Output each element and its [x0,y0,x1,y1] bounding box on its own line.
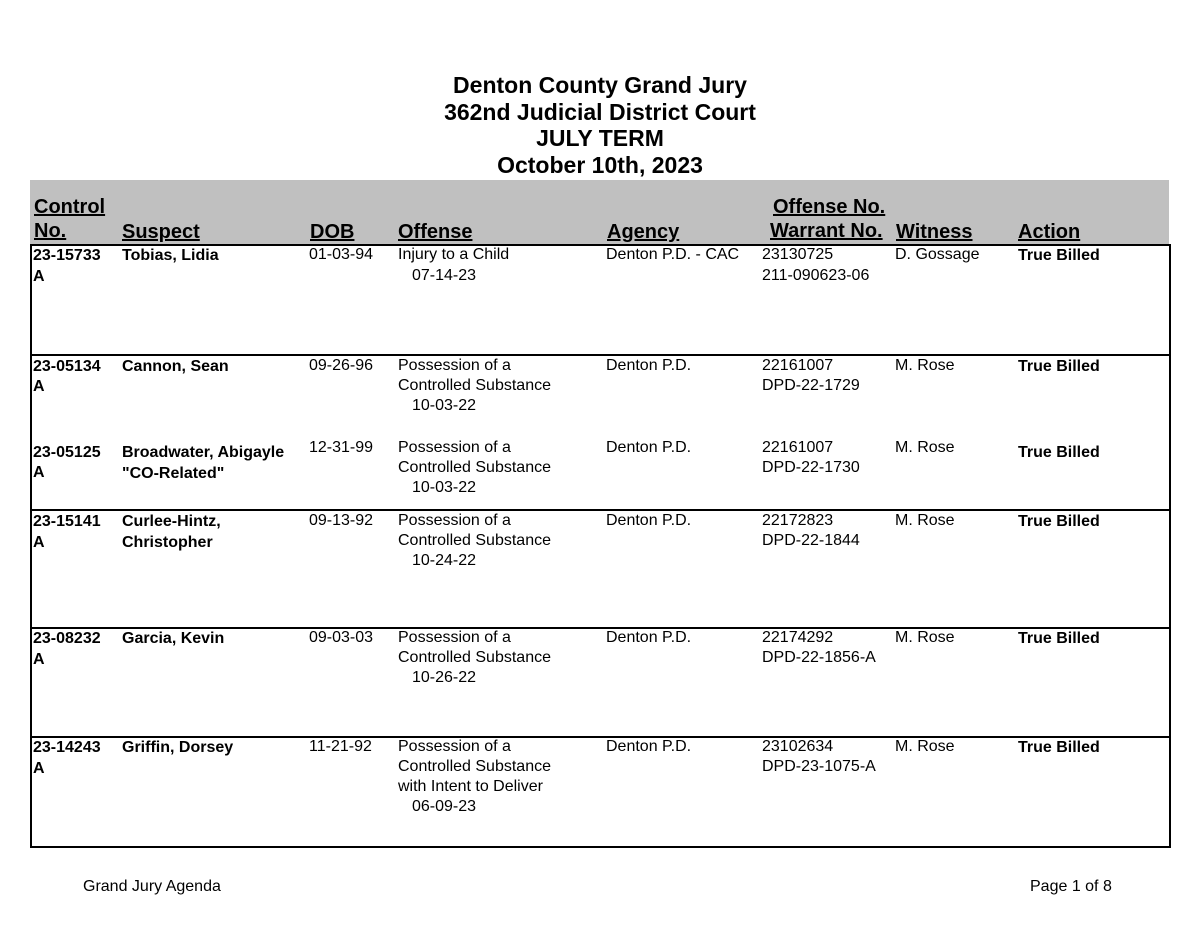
warrant-no: DPD-23-1075-A [762,758,876,775]
offense-no: 22174292 [762,629,834,646]
offense: Controlled Substance [398,649,551,666]
offense-no: 22161007 [762,357,834,374]
header-dob: DOB [310,221,355,243]
header-suspect: Suspect [122,221,200,243]
dob: 09-03-03 [309,629,374,646]
offense-no: 23102634 [762,738,834,755]
suspect-name: Garcia, Kevin [122,630,225,647]
title-line-date: October 10th, 2023 [497,152,703,178]
offense: with Intent to Deliver [398,778,543,795]
control-suffix: A [33,534,45,551]
dob: 09-13-92 [309,512,374,529]
agency: Denton P.D. [606,357,692,374]
control-suffix: A [33,378,45,395]
header-warrant-no: Warrant No. [770,220,883,242]
offense: Controlled Substance [398,532,551,549]
warrant-no: DPD-22-1729 [762,377,860,394]
action: True Billed [1018,444,1100,461]
offense: Controlled Substance [398,377,551,394]
offense-no: 22172823 [762,512,834,529]
action: True Billed [1018,247,1100,264]
offense: Possession of a [398,738,511,755]
agency: Denton P.D. [606,439,692,456]
suspect-name: Christopher [122,534,213,551]
suspect-name: Broadwater, Abigayle [122,444,285,461]
dob: 01-03-94 [309,246,374,263]
offense: Possession of a [398,439,511,456]
header-offense-no: Offense No. [773,196,886,218]
offense-date: 10-03-22 [412,479,477,496]
offense: Injury to a Child [398,246,510,263]
suspect-name: Cannon, Sean [122,358,229,375]
warrant-no: 211-090623-06 [762,267,870,284]
offense-date: 06-09-23 [412,798,477,815]
row-divider [30,354,1169,356]
witness: M. Rose [895,738,955,755]
row-divider [30,509,1169,511]
header-witness: Witness [896,221,973,243]
control-suffix: A [33,760,45,777]
header-control: Control [34,196,106,218]
action: True Billed [1018,739,1100,756]
action: True Billed [1018,630,1100,647]
control-suffix: A [33,651,45,668]
witness: M. Rose [895,357,955,374]
control-number: 23-15733 [33,247,101,264]
dob: 11-21-92 [309,738,372,755]
control-suffix: A [33,464,45,481]
header-offense: Offense [398,221,473,243]
suspect-name: Griffin, Dorsey [122,739,234,756]
offense-date: 07-14-23 [412,267,477,284]
header-action: Action [1018,221,1081,243]
control-number: 23-05134 [33,358,101,375]
offense: Controlled Substance [398,459,551,476]
offense-date: 10-26-22 [412,669,477,686]
offense-no: 22161007 [762,439,834,456]
control-number: 23-05125 [33,444,101,461]
witness: M. Rose [895,512,955,529]
witness: D. Gossage [895,246,980,263]
witness: M. Rose [895,629,955,646]
control-number: 23-14243 [33,739,101,756]
offense-date: 10-03-22 [412,397,477,414]
title-line-county: Denton County Grand Jury [453,72,747,98]
action: True Billed [1018,513,1100,530]
suspect-note: "CO-Related" [122,465,225,482]
agency: Denton P.D. [606,512,692,529]
warrant-no: DPD-22-1730 [762,459,860,476]
offense-date: 10-24-22 [412,552,477,569]
action: True Billed [1018,358,1100,375]
header-agency: Agency [607,221,680,243]
table-header [30,180,1169,244]
dob: 09-26-96 [309,357,374,374]
warrant-no: DPD-22-1856-A [762,649,876,666]
offense: Possession of a [398,629,511,646]
header-control-no: No. [34,220,67,242]
offense-no: 23130725 [762,246,834,263]
control-number: 23-15141 [33,513,101,530]
page-number: Page 1 of 8 [1030,878,1112,895]
title-line-court: 362nd Judicial District Court [444,99,756,125]
agency: Denton P.D. [606,629,692,646]
witness: M. Rose [895,439,955,456]
control-suffix: A [33,268,45,285]
footer-title: Grand Jury Agenda [83,878,221,895]
agency: Denton P.D. [606,738,692,755]
offense: Possession of a [398,357,511,374]
control-number: 23-08232 [33,630,101,647]
suspect-name: Curlee-Hintz, [122,513,221,530]
warrant-no: DPD-22-1844 [762,532,860,549]
agency: Denton P.D. - CAC [606,246,740,263]
offense: Possession of a [398,512,511,529]
dob: 12-31-99 [309,439,374,456]
offense: Controlled Substance [398,758,551,775]
title-line-term: JULY TERM [536,125,664,151]
suspect-name: Tobias, Lidia [122,247,219,264]
